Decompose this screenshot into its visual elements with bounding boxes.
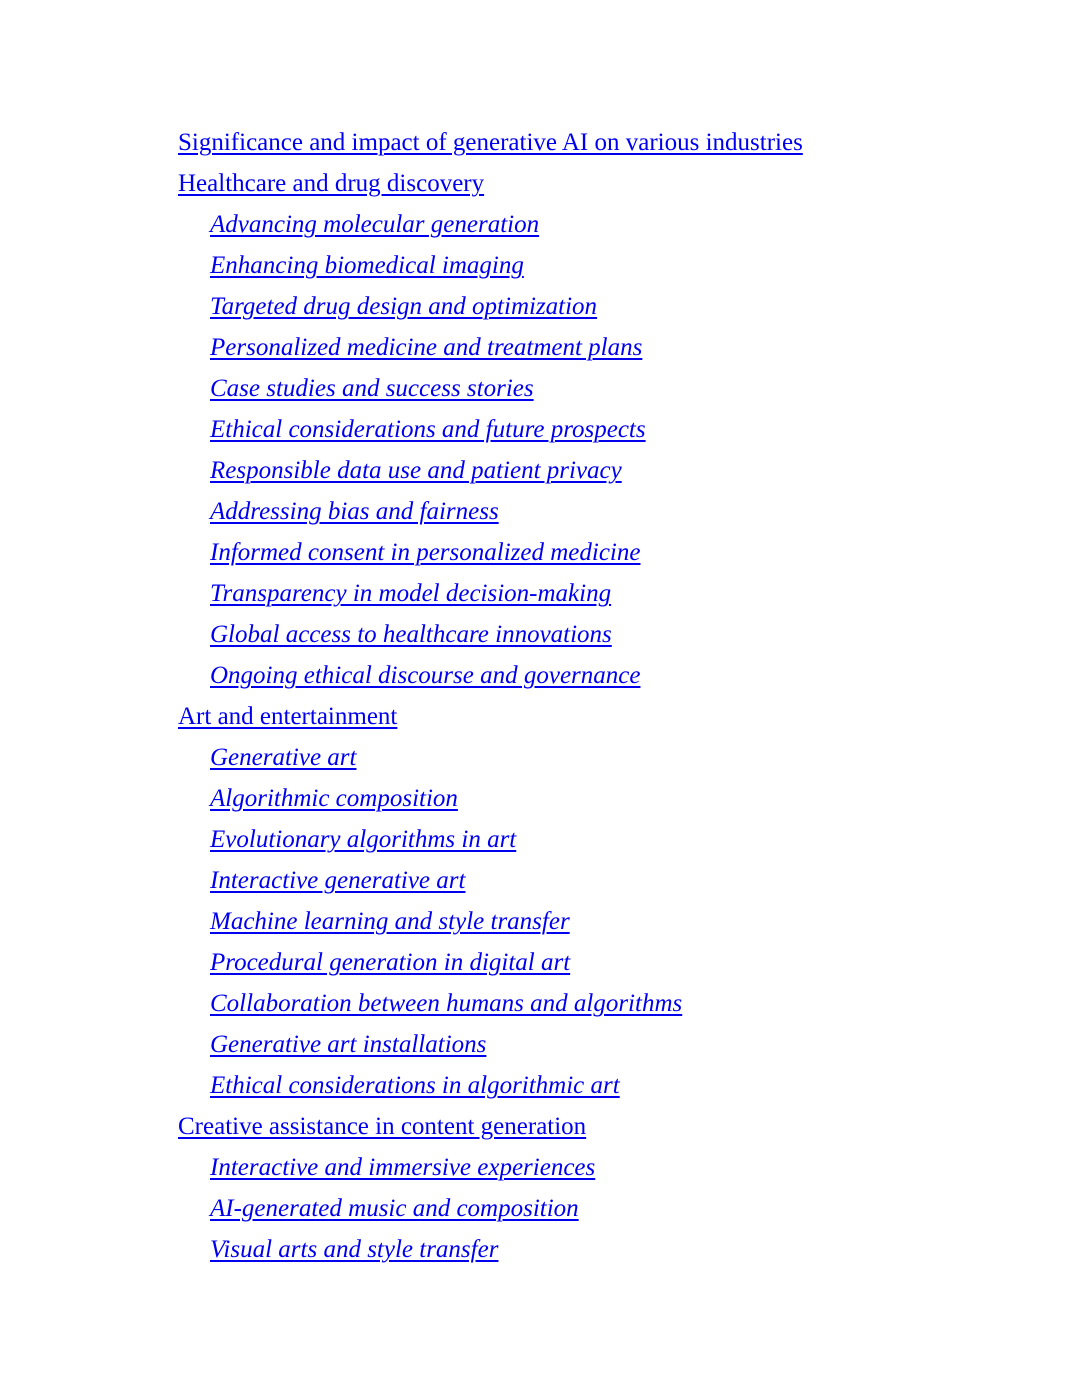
toc-link-biomedical-imaging[interactable]: Enhancing biomedical imaging [210,252,524,279]
toc-link-case-studies[interactable]: Case studies and success stories [210,375,534,402]
toc-item-biomedical-imaging [178,245,803,286]
toc-link-art-installations[interactable]: Generative art installations [210,1031,487,1058]
toc-item-ethical-considerations [178,409,803,450]
toc-item-creative-assistance [178,1106,803,1147]
toc-link-evolutionary-algorithms[interactable]: Evolutionary algorithms in art [210,826,517,853]
toc-link-personalized-medicine[interactable]: Personalized medicine and treatment plans [210,334,643,361]
toc-item-ai-music [178,1188,803,1229]
toc-link-human-algorithm-collaboration[interactable]: Collaboration between humans and algorithms [210,990,683,1017]
toc-link-bias-fairness[interactable]: Addressing bias and fairness [210,498,499,525]
toc-link-algorithmic-art-ethics[interactable]: Ethical considerations in algorithmic art [210,1072,620,1099]
toc-link-immersive-experiences[interactable]: Interactive and immersive experiences [210,1154,596,1181]
toc-link-governance[interactable]: Ongoing ethical discourse and governance [210,662,641,689]
toc-item-global-access [178,614,803,655]
toc-link-molecular-generation[interactable]: Advancing molecular generation [210,211,540,238]
toc-item-algorithmic-composition [178,778,803,819]
table-of-contents [178,122,803,1270]
toc-link-generative-art[interactable]: Generative art [210,744,357,771]
toc-item-human-algorithm-collaboration [178,983,803,1024]
toc-link-procedural-generation[interactable]: Procedural generation in digital art [210,949,571,976]
toc-link-global-access[interactable]: Global access to healthcare innovations [210,621,612,648]
toc-item-governance [178,655,803,696]
toc-item-transparency [178,573,803,614]
toc-item-art-entertainment [178,696,803,737]
toc-link-algorithmic-composition[interactable]: Algorithmic composition [210,785,458,812]
toc-link-interactive-generative-art[interactable]: Interactive generative art [210,867,466,894]
toc-link-informed-consent[interactable]: Informed consent in personalized medicine [210,539,641,566]
toc-item-data-privacy [178,450,803,491]
toc-item-molecular-generation [178,204,803,245]
toc-link-ai-music[interactable]: AI-generated music and composition [210,1195,579,1222]
toc-link-data-privacy[interactable]: Responsible data use and patient privacy [210,457,622,484]
toc-link-drug-design[interactable]: Targeted drug design and optimization [210,293,598,320]
toc-item-case-studies [178,368,803,409]
toc-link-significance[interactable]: Significance and impact of generative AI on various industries [178,129,803,156]
toc-item-algorithmic-art-ethics [178,1065,803,1106]
toc-item-informed-consent [178,532,803,573]
toc-link-art-entertainment[interactable]: Art and entertainment [178,703,398,730]
toc-link-healthcare[interactable]: Healthcare and drug discovery [178,170,485,197]
toc-item-significance [178,122,803,163]
toc-item-bias-fairness [178,491,803,532]
toc-item-healthcare [178,163,803,204]
toc-link-style-transfer[interactable]: Machine learning and style transfer [210,908,570,935]
toc-item-visual-arts [178,1229,803,1270]
toc-item-generative-art [178,737,803,778]
toc-item-style-transfer [178,901,803,942]
toc-item-immersive-experiences [178,1147,803,1188]
toc-link-creative-assistance[interactable]: Creative assistance in content generation [178,1113,587,1140]
toc-link-ethical-considerations[interactable]: Ethical considerations and future prospects [210,416,646,443]
toc-link-visual-arts[interactable]: Visual arts and style transfer [210,1236,499,1263]
toc-link-transparency[interactable]: Transparency in model decision-making [210,580,612,607]
toc-item-interactive-generative-art [178,860,803,901]
toc-item-drug-design [178,286,803,327]
toc-item-evolutionary-algorithms [178,819,803,860]
toc-item-personalized-medicine [178,327,803,368]
toc-item-art-installations [178,1024,803,1065]
toc-item-procedural-generation [178,942,803,983]
